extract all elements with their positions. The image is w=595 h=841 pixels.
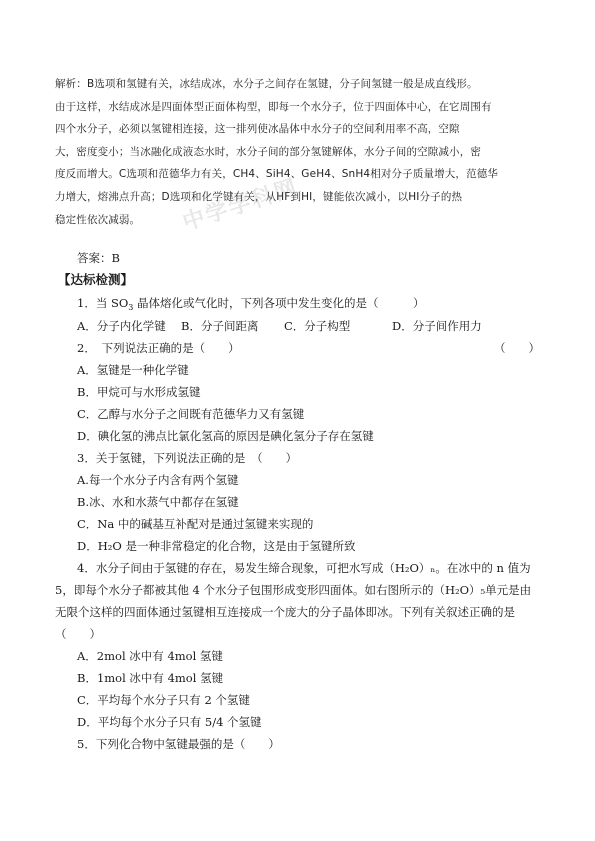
q4-line-1: 4．水分子间由于氢键的存在，易发生缔合现象，可把水写成（H₂O）ₙ。在冰中的 n 值为 (77, 561, 531, 575)
q4-line-3: 无限个这样的四面体通过氢键相互连接成一个庞大的分子晶体即冰。下列有关叙述正确的是 (55, 605, 515, 619)
q2-option-b: B．甲烷可与水形成氢键 (77, 385, 201, 399)
q1-option-b: B．分子间距离 (181, 319, 259, 333)
q4-line-4: （ ） (55, 627, 101, 641)
q4-line-2: 5，即每个水分子都被其他 4 个水分子包围形成变形四面体。如右图所示的（H₂O）₅单元是由 (55, 583, 532, 597)
q4-option-c: C．平均每个水分子只有 2 个氢键 (77, 693, 250, 707)
q4-option-d: D．平均每个水分子只有 5/4 个氢键 (77, 715, 262, 729)
q1-stem: 1．当 $SO_3$ 晶体熔化或气化时，下列各项中发生变化的是（ ） (77, 296, 425, 312)
q3-option-d: D．H₂O 是一种非常稳定的化合物，这是由于氢键所致 (77, 539, 356, 553)
analysis-line: 度反而增大。C选项和范德华力有关，CH4、SiH4、GeH4、SnH4相对分子质量增大，范德华 (55, 168, 499, 181)
q3-option-c: C．Na 中的碱基互补配对是通过氢键来实现的 (77, 517, 314, 531)
analysis-line: 稳定性依次减弱。 (55, 213, 141, 226)
q2-option-a: A．氢键是一种化学键 (77, 363, 189, 377)
analysis-line: 力增大，熔沸点升高；D选项和化学键有关，从HF到HI，键能依次减小，以HI分子的热 (55, 190, 463, 203)
analysis-paragraph (55, 73, 545, 231)
q4-option-a: A．2mol 冰中有 4mol 氢键 (77, 649, 223, 663)
q2-option-d: D．碘化氢的沸点比氯化氢高的原因是碘化氢分子存在氢键 (77, 429, 374, 443)
analysis-line: 由于这样，水结成冰是四面体型正面体构型，即每一个水分子，位于四面体中心，在它周围有 (55, 100, 492, 113)
answer-line: 答案：B (77, 251, 120, 265)
q2-answer-bracket: （ ） (494, 341, 540, 355)
analysis-line: 大，密度变小；当冰融化成液态水时，水分子间的部分氢键解体，水分子间的空隙减小，密 (55, 145, 481, 158)
q3-stem: 3．关于氢键，下列说法正确的是 （ ） (77, 451, 298, 465)
watermark: 中学学科网 (179, 174, 302, 236)
q5-stem: 5．下列化合物中氢键最强的是（ ） (77, 737, 280, 751)
q3-option-a: A.每一个水分子内含有两个氢键 (77, 473, 239, 487)
q3-option-b: B.冰、水和水蒸气中都存在氢键 (77, 495, 239, 509)
q1-option-c: C．分子构型 (284, 319, 351, 333)
q1-option-d: D．分子间作用力 (392, 319, 482, 333)
analysis-line: 四个水分子，必须以氢键相连接，这一排列使冰晶体中水分子的空间利用率不高，空隙 (55, 123, 460, 136)
q2-option-c: C．乙醇与水分子之间既有范德华力又有氢键 (77, 407, 305, 421)
q4-option-b: B．1mol 冰中有 4mol 氢键 (77, 671, 224, 685)
q2-stem: 2． 下列说法正确的是（ ） (77, 341, 240, 355)
section-title: 【达标检测】 (58, 272, 134, 287)
q1-option-a: A．分子内化学键 (77, 319, 166, 333)
analysis-line: 解析：B选项和氢键有关，冰结成冰，水分子之间存在氢键，分子间氢键一般是成直线形。 (55, 78, 478, 90)
